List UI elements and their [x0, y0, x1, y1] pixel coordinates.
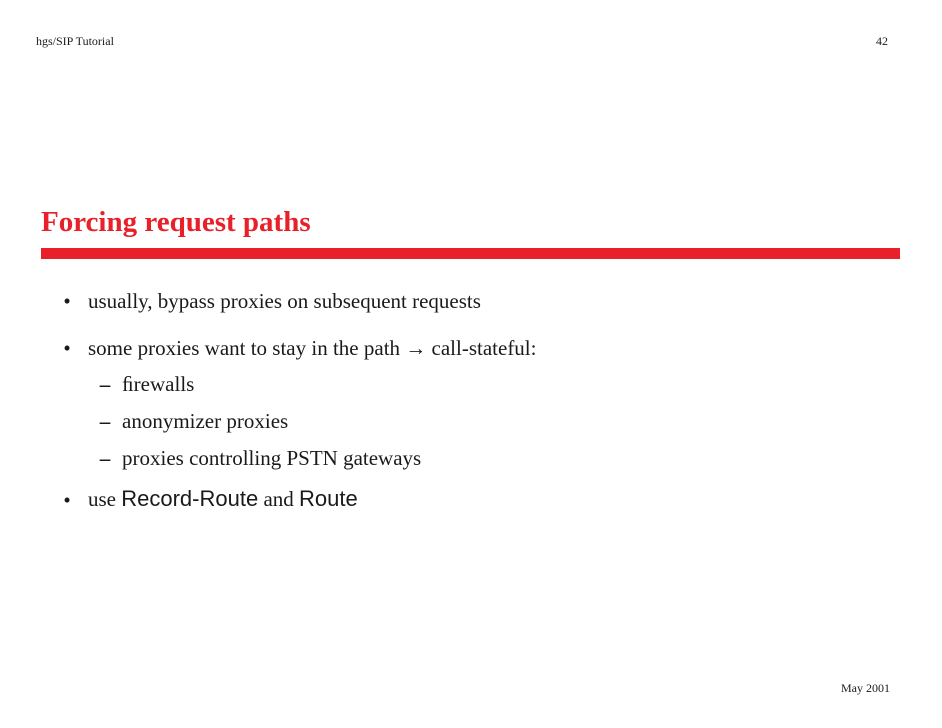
- footer-date: May 2001: [841, 681, 890, 695]
- bullet-marker: •: [63, 336, 71, 360]
- slide-title: Forcing request paths: [41, 206, 311, 238]
- bullet-text: use: [88, 487, 116, 511]
- sub-bullet-item: proxies controlling PSTN gateways: [122, 446, 422, 470]
- page-number: 42: [876, 34, 888, 48]
- sub-bullet-item: ﬁrewalls: [122, 372, 195, 396]
- header-name-route: Route: [299, 486, 358, 511]
- sub-bullet-marker: –: [99, 372, 111, 396]
- bullet-text: and: [263, 487, 294, 511]
- sub-bullet-marker: –: [99, 446, 111, 470]
- running-header-title: hgs/SIP Tutorial: [36, 34, 114, 48]
- bullet-item: usually, bypass proxies on subsequent requests: [88, 289, 481, 313]
- sub-bullet-item: anonymizer proxies: [122, 409, 289, 433]
- bullet-item: [88, 486, 358, 512]
- bullet-marker: •: [63, 289, 71, 313]
- title-rule: [41, 248, 900, 259]
- bullet-item: some proxies want to stay in the path → call-stateful:: [88, 336, 537, 360]
- sub-bullet-marker: –: [99, 409, 111, 433]
- header-name-record-route: Record-Route: [121, 486, 259, 511]
- bullet-marker: •: [63, 488, 71, 512]
